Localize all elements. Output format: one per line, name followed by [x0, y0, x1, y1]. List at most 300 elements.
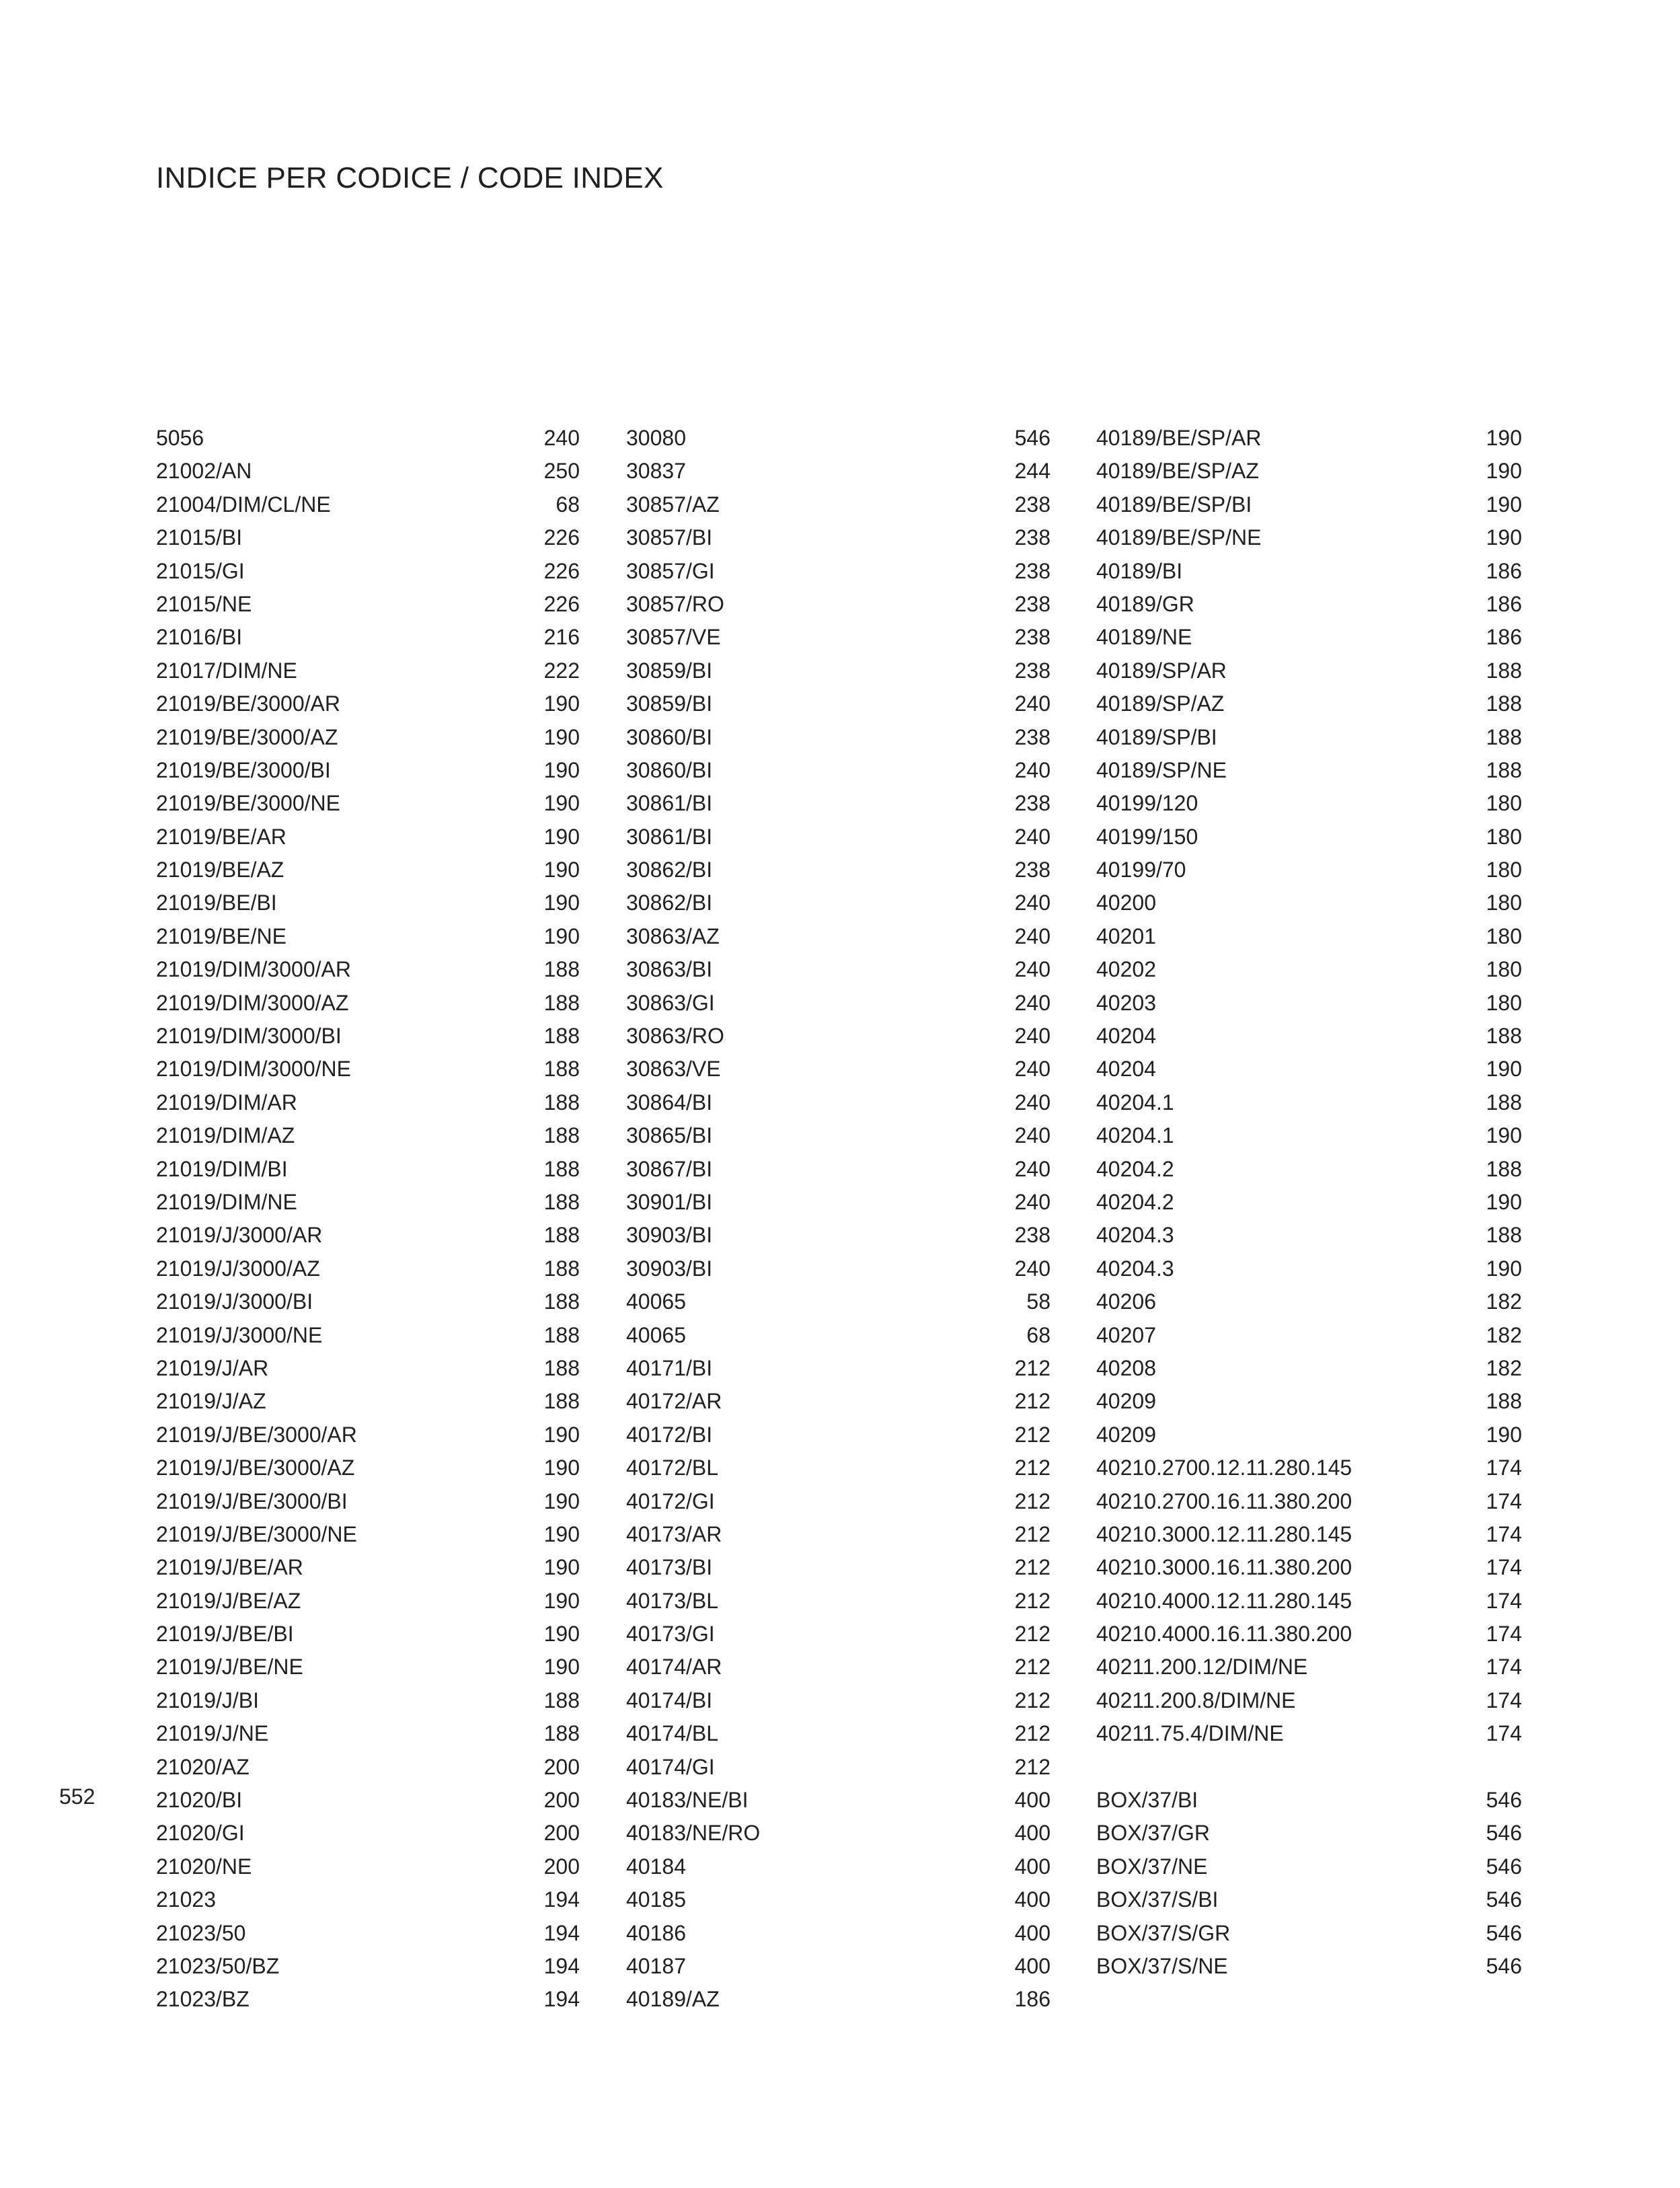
- index-code: 40206: [1096, 1289, 1156, 1314]
- index-page-ref: 212: [1014, 1521, 1051, 1546]
- index-page-ref: 188: [543, 1223, 580, 1248]
- index-code: 40209: [1096, 1422, 1156, 1447]
- index-code: 21019/J/BE/BI: [156, 1622, 294, 1647]
- index-page-ref: 194: [543, 1887, 580, 1912]
- index-code: 40207: [1096, 1322, 1156, 1347]
- index-row: [626, 787, 1051, 820]
- index-page-ref: 400: [1014, 1788, 1051, 1813]
- index-code: 40189/AZ: [626, 1987, 720, 2012]
- index-code: BOX/37/NE: [1096, 1854, 1208, 1879]
- index-page-ref: 180: [1486, 990, 1522, 1015]
- index-code: 21020/GI: [156, 1821, 245, 1846]
- index-code: 30863/AZ: [626, 923, 720, 948]
- index-row: [1096, 521, 1522, 554]
- index-code: 21019/J/BE/NE: [156, 1655, 303, 1680]
- index-code: 40173/GI: [626, 1622, 715, 1647]
- index-code: 21019/J/BE/AR: [156, 1555, 303, 1580]
- index-row: [156, 1651, 580, 1684]
- index-page-ref: 546: [1486, 1887, 1522, 1912]
- index-page-ref: 188: [543, 1688, 580, 1712]
- index-code: 30837: [626, 459, 686, 484]
- index-code: 40204.1: [1096, 1090, 1174, 1115]
- index-row: [626, 1717, 1051, 1750]
- index-code: 40172/AR: [626, 1389, 722, 1414]
- index-page-ref: 200: [543, 1821, 580, 1846]
- index-code: 21019/BE/3000/AZ: [156, 724, 338, 749]
- index-row: [156, 1385, 580, 1418]
- index-page-ref: 190: [543, 757, 580, 782]
- index-page-ref: 190: [543, 691, 580, 716]
- index-code: 40173/AR: [626, 1521, 722, 1546]
- index-row: [1096, 886, 1522, 919]
- index-page-ref: 190: [543, 1521, 580, 1546]
- index-page-ref: 240: [1014, 923, 1051, 948]
- index-row: [1096, 555, 1522, 588]
- index-code: BOX/37/GR: [1096, 1821, 1210, 1846]
- index-row: [626, 1950, 1051, 1983]
- index-row: [156, 588, 580, 621]
- index-page-ref: 226: [543, 558, 580, 583]
- index-row: [156, 1053, 580, 1086]
- index-code: 40185: [626, 1887, 686, 1912]
- index-row: [626, 555, 1051, 588]
- index-code: 30860/BI: [626, 724, 713, 749]
- index-code: 40189/SP/NE: [1096, 757, 1227, 782]
- index-page-ref: 174: [1486, 1588, 1522, 1613]
- index-page-ref: 190: [543, 824, 580, 849]
- index-row: [1096, 1186, 1522, 1219]
- index-page-ref: 180: [1486, 824, 1522, 849]
- index-page-ref: 190: [1486, 1422, 1522, 1447]
- index-code: 40187: [626, 1953, 686, 1978]
- index-page-ref: 180: [1486, 891, 1522, 915]
- index-code: 40174/BI: [626, 1688, 713, 1712]
- index-page-ref: 182: [1486, 1289, 1522, 1314]
- index-page-ref: 240: [1014, 757, 1051, 782]
- index-code: 40189/GR: [1096, 591, 1194, 616]
- index-code: 21019/BE/3000/NE: [156, 791, 340, 816]
- index-row: [1096, 987, 1522, 1020]
- index-row: [1096, 1252, 1522, 1285]
- index-code: 30861/BI: [626, 824, 713, 849]
- index-row: [156, 1983, 580, 2016]
- index-row: [1096, 1451, 1522, 1484]
- index-row: [156, 488, 580, 521]
- index-page-ref: 188: [543, 1289, 580, 1314]
- index-page-ref: 174: [1486, 1688, 1522, 1712]
- index-row: [626, 1585, 1051, 1618]
- index-row: [156, 953, 580, 986]
- index-page-ref: 190: [1486, 1256, 1522, 1281]
- index-row: [626, 1850, 1051, 1883]
- index-page-ref: 200: [543, 1754, 580, 1779]
- index-row: [1096, 1551, 1522, 1584]
- index-page-ref: 194: [543, 1953, 580, 1978]
- index-code: 40203: [1096, 990, 1156, 1015]
- index-code: 21020/BI: [156, 1788, 243, 1813]
- index-code: 30867/BI: [626, 1156, 713, 1181]
- index-page-ref: 216: [543, 625, 580, 650]
- index-row: [1096, 854, 1522, 886]
- index-code: 21015/GI: [156, 558, 245, 583]
- index-code: 40209: [1096, 1389, 1156, 1414]
- index-page-ref: 190: [1486, 1123, 1522, 1148]
- index-row: [626, 687, 1051, 720]
- index-code: 40065: [626, 1289, 686, 1314]
- index-page-ref: 240: [1014, 1156, 1051, 1181]
- index-row: [156, 1717, 580, 1750]
- index-code: 30857/GI: [626, 558, 715, 583]
- index-row: [1096, 1153, 1522, 1186]
- index-page-ref: 238: [1014, 558, 1051, 583]
- index-code: 40172/BI: [626, 1422, 713, 1447]
- index-code: 30863/GI: [626, 990, 715, 1015]
- index-row: [156, 1950, 580, 1983]
- index-code: 40172/BL: [626, 1456, 719, 1480]
- index-row: [1096, 488, 1522, 521]
- index-row: [1096, 721, 1522, 754]
- index-row: [1096, 654, 1522, 687]
- index-code: 40200: [1096, 891, 1156, 915]
- index-page-ref: 68: [556, 492, 580, 517]
- index-row: [626, 1086, 1051, 1119]
- index-row: [156, 1751, 580, 1784]
- index-code: 40204: [1096, 1024, 1156, 1049]
- index-code: 40210.4000.16.11.380.200: [1096, 1622, 1352, 1647]
- index-code: 21019/J/AZ: [156, 1389, 266, 1414]
- index-row: [626, 1186, 1051, 1219]
- index-code: BOX/37/BI: [1096, 1788, 1198, 1813]
- index-code: 40174/GI: [626, 1754, 715, 1779]
- index-code: 30863/BI: [626, 957, 713, 982]
- index-row: [156, 455, 580, 488]
- index-row: [626, 1352, 1051, 1385]
- index-page-ref: 194: [543, 1920, 580, 1945]
- index-page-ref: 212: [1014, 1655, 1051, 1680]
- index-page-ref: 174: [1486, 1521, 1522, 1546]
- index-code: 21019/BE/3000/AR: [156, 691, 340, 716]
- index-page-ref: 190: [543, 923, 580, 948]
- index-row: [1096, 1917, 1522, 1950]
- index-row: [1096, 1850, 1522, 1883]
- index-page-ref: 190: [543, 1422, 580, 1447]
- index-row: [156, 1883, 580, 1916]
- index-code: 30080: [626, 426, 686, 450]
- index-page-ref: 240: [1014, 990, 1051, 1015]
- index-code: 21019/J/3000/BI: [156, 1289, 313, 1314]
- index-row: [626, 1485, 1051, 1518]
- index-code: BOX/37/S/GR: [1096, 1920, 1231, 1945]
- index-code: 21019/DIM/AZ: [156, 1123, 295, 1148]
- index-row: [626, 987, 1051, 1020]
- index-page-ref: 238: [1014, 1223, 1051, 1248]
- index-page-ref: 190: [543, 1456, 580, 1480]
- index-code: 21019/BE/BI: [156, 891, 277, 915]
- index-row: [156, 1086, 580, 1119]
- index-page-ref: 186: [1486, 558, 1522, 583]
- index-row: [156, 754, 580, 787]
- index-code: 30857/AZ: [626, 492, 720, 517]
- index-page-ref: 546: [1486, 1821, 1522, 1846]
- index-page-ref: 188: [543, 1189, 580, 1214]
- index-row: [1096, 1020, 1522, 1053]
- index-row: [156, 654, 580, 687]
- index-page-ref: 186: [1486, 625, 1522, 650]
- index-code: 21019/J/BE/3000/NE: [156, 1521, 357, 1546]
- index-page-ref: 190: [1486, 1057, 1522, 1082]
- index-row: [156, 1352, 580, 1385]
- index-page-ref: 180: [1486, 858, 1522, 882]
- index-code: 40189/SP/AR: [1096, 658, 1227, 683]
- index-code: 40208: [1096, 1355, 1156, 1380]
- index-row: [626, 886, 1051, 919]
- index-code: 40189/BE/SP/AZ: [1096, 459, 1259, 484]
- index-row: [156, 1419, 580, 1451]
- index-code: 40211.200.8/DIM/NE: [1096, 1688, 1296, 1712]
- index-page-ref: 190: [543, 1588, 580, 1613]
- index-page-ref: 212: [1014, 1588, 1051, 1613]
- index-code: 40204.3: [1096, 1223, 1174, 1248]
- index-code: 21019/J/3000/AZ: [156, 1256, 320, 1281]
- index-code: 40204.3: [1096, 1256, 1174, 1281]
- index-row: [156, 1319, 580, 1352]
- index-row: [626, 1784, 1051, 1817]
- index-row: [1096, 621, 1522, 654]
- index-row: [1096, 1419, 1522, 1451]
- index-page-ref: 546: [1486, 1953, 1522, 1978]
- index-page-ref: 174: [1486, 1655, 1522, 1680]
- index-page-ref: 188: [1486, 757, 1522, 782]
- index-code: 30859/BI: [626, 691, 713, 716]
- index-row: [156, 521, 580, 554]
- index-code: 21019/DIM/AR: [156, 1090, 297, 1115]
- index-column-2: [626, 422, 1051, 2016]
- index-page-ref: 226: [543, 525, 580, 550]
- index-row: [1096, 1086, 1522, 1119]
- index-code: 21019/J/AR: [156, 1355, 269, 1380]
- index-page-ref: 188: [543, 1123, 580, 1148]
- index-row: [1096, 1319, 1522, 1352]
- index-page-ref: 400: [1014, 1953, 1051, 1978]
- index-code: 30861/BI: [626, 791, 713, 816]
- index-row: [1096, 1219, 1522, 1252]
- index-row: [626, 1917, 1051, 1950]
- index-code: 21019/DIM/3000/BI: [156, 1024, 342, 1049]
- index-page-ref: 240: [1014, 1024, 1051, 1049]
- index-code: 40189/SP/AZ: [1096, 691, 1225, 716]
- index-row: [1096, 1385, 1522, 1418]
- index-code: 21019/BE/AR: [156, 824, 287, 849]
- index-code: 30903/BI: [626, 1256, 713, 1281]
- index-row: [156, 854, 580, 886]
- index-code: 21019/J/BI: [156, 1688, 259, 1712]
- index-row: [626, 1020, 1051, 1053]
- index-code: 21020/NE: [156, 1854, 252, 1879]
- index-row: [156, 1585, 580, 1618]
- index-page-ref: 212: [1014, 1622, 1051, 1647]
- index-row: [626, 1153, 1051, 1186]
- index-code: 21019/DIM/3000/AZ: [156, 990, 349, 1015]
- index-code: BOX/37/S/BI: [1096, 1887, 1219, 1912]
- index-row: [626, 920, 1051, 953]
- index-row: [156, 687, 580, 720]
- index-row: [156, 821, 580, 854]
- index-page-ref: 400: [1014, 1854, 1051, 1879]
- index-row: [156, 1784, 580, 1817]
- index-page-ref: 182: [1486, 1322, 1522, 1347]
- index-page-ref: 188: [543, 957, 580, 982]
- index-code: 21015/NE: [156, 591, 252, 616]
- index-page-ref: 180: [1486, 923, 1522, 948]
- index-column-3: [1096, 422, 1522, 1983]
- index-row: [156, 422, 580, 455]
- index-page-ref: 190: [543, 1488, 580, 1513]
- index-page-ref: 188: [543, 990, 580, 1015]
- index-code: 21019/J/BE/3000/BI: [156, 1488, 348, 1513]
- index-code: 30862/BI: [626, 858, 713, 882]
- index-code: 30860/BI: [626, 757, 713, 782]
- index-page-ref: 190: [543, 724, 580, 749]
- index-row: [626, 1451, 1051, 1484]
- index-page-ref: 238: [1014, 791, 1051, 816]
- index-code: 21023: [156, 1887, 216, 1912]
- index-row: [1096, 1585, 1522, 1618]
- index-code: 40171/BI: [626, 1355, 713, 1380]
- index-page-ref: 546: [1486, 1788, 1522, 1813]
- index-code: 40204.1: [1096, 1123, 1174, 1148]
- index-row: [626, 422, 1051, 455]
- index-page-ref: 188: [1486, 1156, 1522, 1181]
- index-page-ref: 238: [1014, 858, 1051, 882]
- index-row: [156, 1551, 580, 1584]
- index-code: 40202: [1096, 957, 1156, 982]
- index-page-ref: 240: [1014, 957, 1051, 982]
- index-page-ref: 240: [1014, 1090, 1051, 1115]
- index-page-ref: 174: [1486, 1555, 1522, 1580]
- index-row: [1096, 1817, 1522, 1850]
- index-row: [1096, 953, 1522, 986]
- index-row: [626, 854, 1051, 886]
- index-page-ref: 238: [1014, 658, 1051, 683]
- index-page-ref: 188: [543, 1090, 580, 1115]
- index-code: 21023/50: [156, 1920, 246, 1945]
- index-code: 30857/BI: [626, 525, 713, 550]
- index-page-ref: 238: [1014, 525, 1051, 550]
- index-row: [156, 1285, 580, 1318]
- index-page-ref: 240: [1014, 1057, 1051, 1082]
- index-row: [626, 1319, 1051, 1352]
- index-code: 30901/BI: [626, 1189, 713, 1214]
- index-page-ref: 222: [543, 658, 580, 683]
- index-page-ref: 212: [1014, 1422, 1051, 1447]
- index-page-ref: 188: [543, 1322, 580, 1347]
- index-page-ref: 212: [1014, 1456, 1051, 1480]
- index-row: [626, 588, 1051, 621]
- index-page-ref: 180: [1486, 957, 1522, 982]
- index-page-ref: 400: [1014, 1887, 1051, 1912]
- index-code: 40174/BL: [626, 1721, 719, 1746]
- index-row: [1096, 1285, 1522, 1318]
- index-row: [626, 1385, 1051, 1418]
- index-row: [1096, 1485, 1522, 1518]
- index-row: [1096, 787, 1522, 820]
- index-page-ref: 200: [543, 1854, 580, 1879]
- index-page-ref: 188: [543, 1256, 580, 1281]
- index-code: 30865/BI: [626, 1123, 713, 1148]
- index-page-ref: 188: [1486, 724, 1522, 749]
- index-page-ref: 546: [1014, 426, 1051, 450]
- index-row: [156, 1153, 580, 1186]
- index-page-ref: 188: [1486, 1223, 1522, 1248]
- index-row: [156, 1119, 580, 1152]
- index-row: [626, 1883, 1051, 1916]
- index-page-ref: 190: [1486, 492, 1522, 517]
- index-page-ref: 188: [1486, 658, 1522, 683]
- index-row: [626, 1983, 1051, 2016]
- index-page-ref: 190: [543, 891, 580, 915]
- index-page-ref: 190: [1486, 525, 1522, 550]
- index-code: 21019/J/NE: [156, 1721, 269, 1746]
- index-page-ref: 212: [1014, 1721, 1051, 1746]
- index-row: [1096, 1717, 1522, 1750]
- index-page-ref: 200: [543, 1788, 580, 1813]
- index-code: 40204.2: [1096, 1156, 1174, 1181]
- index-code: 40174/AR: [626, 1655, 722, 1680]
- index-page-ref: 240: [1014, 891, 1051, 915]
- index-page-ref: 190: [1486, 1189, 1522, 1214]
- index-page-ref: 194: [543, 1987, 580, 2012]
- index-code: 30859/BI: [626, 658, 713, 683]
- index-row: [156, 1518, 580, 1551]
- index-page-ref: 240: [1014, 1189, 1051, 1214]
- index-page-ref: 188: [543, 1057, 580, 1082]
- index-page-ref: 188: [543, 1156, 580, 1181]
- index-page-ref: 212: [1014, 1555, 1051, 1580]
- index-page-ref: 190: [543, 1622, 580, 1647]
- index-code: 40189/NE: [1096, 625, 1192, 650]
- index-code: 21019/DIM/BI: [156, 1156, 288, 1181]
- index-row: [1096, 687, 1522, 720]
- index-row: [1096, 920, 1522, 953]
- index-row: [626, 754, 1051, 787]
- index-row: [626, 721, 1051, 754]
- index-row: [156, 1219, 580, 1252]
- index-page-ref: 188: [543, 1721, 580, 1746]
- index-page-ref: 240: [1014, 824, 1051, 849]
- index-page-ref: 546: [1486, 1920, 1522, 1945]
- index-row: [1096, 1352, 1522, 1385]
- index-row: [1096, 1053, 1522, 1086]
- index-page-ref: 244: [1014, 459, 1051, 484]
- index-row: [156, 721, 580, 754]
- index-code: 21023/BZ: [156, 1987, 250, 2012]
- index-row: [626, 1285, 1051, 1318]
- index-page-ref: 400: [1014, 1821, 1051, 1846]
- index-row: [626, 1252, 1051, 1285]
- index-row: [626, 1618, 1051, 1651]
- index-code: 40210.2700.16.11.380.200: [1096, 1488, 1352, 1513]
- index-code: 21019/BE/3000/BI: [156, 757, 331, 782]
- index-page-ref: 400: [1014, 1920, 1051, 1945]
- index-row: [156, 1020, 580, 1053]
- index-page-ref: 188: [543, 1389, 580, 1414]
- index-row: [626, 1419, 1051, 1451]
- index-page-ref: 546: [1486, 1854, 1522, 1879]
- index-column-1: [156, 422, 580, 2016]
- page-number: 552: [59, 1784, 96, 1809]
- index-page-ref: 174: [1486, 1622, 1522, 1647]
- index-row: [626, 521, 1051, 554]
